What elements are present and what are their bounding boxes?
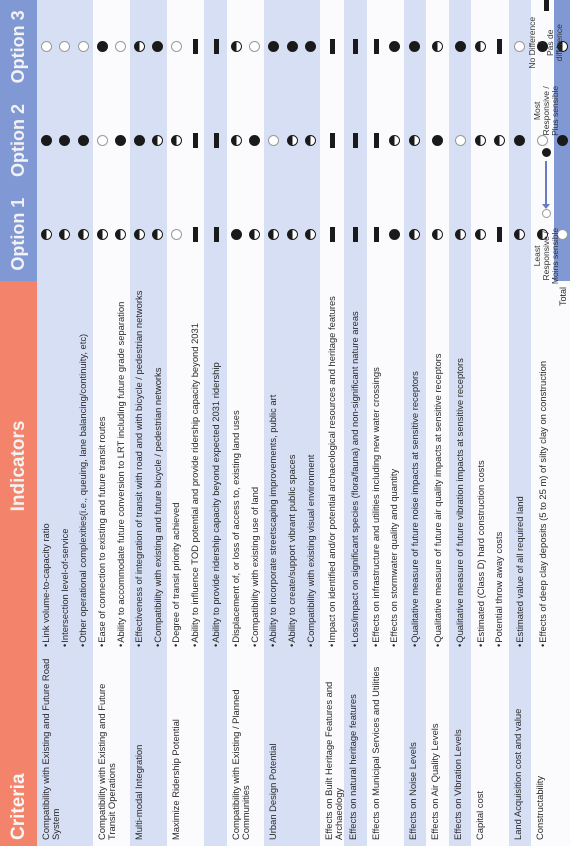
table-row [130,0,149,846]
option-1-rating-cell [56,187,75,281]
option-2-rating-cell [301,94,320,188]
option-2-rating-cell [367,94,386,188]
empty-circle-icon [59,41,70,52]
legend-most-label: Most Responsive / Plus sensible [531,85,560,136]
option-1-rating-cell [204,187,227,281]
no-difference-bar-icon [214,39,219,54]
option-1-rating-cell [93,187,112,281]
full-circle-icon [455,41,466,52]
option-2-rating-cell [283,94,302,188]
option-1-rating-cell [471,187,490,281]
half-circle-icon [268,229,279,240]
option-1-rating-cell [385,187,404,281]
half-circle-icon [97,229,108,240]
indicator-cell: • Qualitative measure of future noise impacts at sensitive receptors [404,281,427,651]
no-difference-bar-icon [497,227,502,242]
empty-circle-icon [268,135,279,146]
legend-least-label: Least Responsive / Moins sensible [531,227,560,285]
option-3-rating-cell [227,0,246,94]
option-1-rating-cell [301,187,320,281]
indicator-cell: • Link volume-to-capacity ratio [37,281,56,651]
empty-circle-icon [97,135,108,146]
no-difference-bar-icon [214,227,219,242]
option-1-rating-cell [344,187,367,281]
half-circle-icon [432,229,443,240]
legend-no-difference [528,0,564,70]
option-3-rating-cell [37,0,56,94]
option-2-rating-cell [204,94,227,188]
option-3-rating-cell [449,0,472,94]
legend-full-circle-icon [542,148,551,157]
indicator-cell: • Effects on stormwater quality and quantity [385,281,404,651]
option-2-rating-cell [130,94,149,188]
option-1-rating-cell [320,187,344,281]
indicator-cell: • Ease of connection to existing and future transit routes [93,281,112,651]
option-2-rating-cell [404,94,427,188]
option-1-rating-cell [490,187,509,281]
no-difference-bar-icon [193,133,198,148]
option-3-rating-cell [56,0,75,94]
full-circle-icon [287,41,298,52]
option-2-rating-cell [111,94,130,188]
empty-circle-icon [78,41,89,52]
criteria-cell: Effects on Noise Levels [404,651,427,846]
option-3-rating-cell [264,0,283,94]
no-difference-bar-icon [330,227,335,242]
table-body [37,0,570,846]
option-2-rating-cell [320,94,344,188]
criteria-cell: Effects on Vibration Levels [449,651,472,846]
no-difference-bar-icon [497,39,502,54]
criteria-cell: Effects on Built Heritage Features and Archaeology [320,651,344,846]
full-circle-icon [152,41,163,52]
indicator-cell: • Ability to influence TOD potential and provide ridership capacity beyond 2031 [186,281,205,651]
option-2-rating-cell [186,94,205,188]
half-circle-icon [389,135,400,146]
indicator-cell: • Estimated (Class D) hard construction costs [471,281,490,651]
half-circle-icon [41,229,52,240]
option-2-rating-cell [56,94,75,188]
criteria-cell: Compatibility with Existing and Future Transit Operations [93,651,130,846]
indicator-cell: • Effectiveness of integration of transit with road and with bicycle / pedestrian networks [130,281,149,651]
option-3-rating-cell [320,0,344,94]
indicator-cell: • Compatibility with existing visual environment [301,281,320,651]
half-circle-icon [409,135,420,146]
option-1-rating-cell [264,187,283,281]
table-row [167,0,186,846]
half-circle-icon [249,229,260,240]
option-1-rating-cell [74,187,93,281]
no-difference-bar-icon [374,39,379,54]
option-3-rating-cell [344,0,367,94]
indicator-cell: • Other operational complexities(i.e., queuing, lane balancing/continuity, etc) [74,281,93,651]
indicator-cell: • Potential throw away costs [490,281,509,651]
option-1-rating-cell [246,187,265,281]
option-3-rating-cell [149,0,168,94]
legend-scale [542,148,551,218]
criteria-cell: Maximize Ridership Potential [167,651,204,846]
table-row [426,0,449,846]
half-circle-icon [432,41,443,52]
option-2-rating-cell [264,94,283,188]
full-circle-icon [249,135,260,146]
half-circle-icon [409,229,420,240]
half-circle-icon [134,229,145,240]
no-difference-bar-icon [374,133,379,148]
indicator-cell: • Estimated value of all required land [509,281,532,651]
option-2-rating-cell [74,94,93,188]
legend-bar-icon [544,0,549,11]
criteria-cell: Land Acquisition cost and value [509,651,532,846]
option-1-header: Option 1 [0,187,37,281]
option-1-rating-cell [111,187,130,281]
no-difference-bar-icon [353,227,358,242]
no-difference-bar-icon [214,133,219,148]
option-2-rating-cell [471,94,490,188]
option-3-rating-cell [404,0,427,94]
option-1-rating-cell [426,187,449,281]
half-circle-icon [514,229,525,240]
half-circle-icon [171,135,182,146]
option-3-rating-cell [74,0,93,94]
full-circle-icon [514,135,525,146]
indicator-cell: • Effects of deep clay deposits (5 to 25 m) of silty clay on construction [531,281,554,651]
empty-circle-icon [514,41,525,52]
option-1-rating-cell [167,187,186,281]
half-circle-icon [494,135,505,146]
no-difference-bar-icon [353,39,358,54]
option-2-rating-cell [344,94,367,188]
empty-circle-icon [41,41,52,52]
full-circle-icon [97,41,108,52]
option-3-rating-cell [385,0,404,94]
half-circle-icon [231,135,242,146]
option-3-rating-cell [186,0,205,94]
half-circle-icon [152,229,163,240]
empty-circle-icon [171,229,182,240]
full-circle-icon [409,41,420,52]
table-row [404,0,427,846]
option-1-rating-cell [130,187,149,281]
half-circle-icon [287,229,298,240]
table-row [320,0,344,846]
option-2-rating-cell [426,94,449,188]
table-row [449,0,472,846]
option-3-header: Option 3 [0,0,37,94]
full-circle-icon [389,41,400,52]
option-3-rating-cell [301,0,320,94]
option-2-rating-cell [449,94,472,188]
indicator-cell: • Displacement of, or loss of access to, existing land uses [227,281,246,651]
indicator-cell: • Impact on identified and/or potential archaeological resources and heritage features [320,281,344,651]
half-circle-icon [152,135,163,146]
option-1-rating-cell [449,187,472,281]
half-circle-icon [59,229,70,240]
option-1-rating-cell [227,187,246,281]
option-3-rating-cell [246,0,265,94]
option-3-rating-cell [471,0,490,94]
indicator-cell: • Effects on infrastructure and utilities including new water crossings [367,281,386,651]
legend-empty-circle-icon [542,209,551,218]
no-difference-bar-icon [330,133,335,148]
table-row [227,0,246,846]
option-2-rating-cell [385,94,404,188]
half-circle-icon [78,229,89,240]
option-1-rating-cell [149,187,168,281]
indicator-cell: • Ability to create/support vibrant public spaces [283,281,302,651]
half-circle-icon [134,41,145,52]
option-2-rating-cell [246,94,265,188]
criteria-cell: Effects on Air Quality Levels [426,651,449,846]
table-row [93,0,112,846]
half-circle-icon [231,41,242,52]
full-circle-icon [59,135,70,146]
indicator-cell: • Degree of transit priority achieved [167,281,186,651]
option-1-rating-cell [404,187,427,281]
no-difference-bar-icon [193,39,198,54]
full-circle-icon [78,135,89,146]
empty-circle-icon [455,135,466,146]
option-2-rating-cell [149,94,168,188]
half-circle-icon [475,135,486,146]
option-1-rating-cell [186,187,205,281]
option-3-rating-cell [283,0,302,94]
total-label: Total [554,281,570,846]
option-3-rating-cell [167,0,186,94]
option-2-header: Option 2 [0,94,37,188]
criteria-cell: Urban Design Potential [264,651,320,846]
criteria-header: Criteria [0,651,37,846]
option-3-rating-cell [130,0,149,94]
no-difference-bar-icon [193,227,198,242]
indicator-cell: • Qualitative measure of future air quality impacts at sensitive receptors [426,281,449,651]
criteria-cell: Constructability [531,651,554,846]
criteria-cell: Compatibility with Existing / Planned Communities [227,651,264,846]
indicator-cell: • Qualitative measure of future vibration impacts at sensitive receptors [449,281,472,651]
option-1-rating-cell [283,187,302,281]
half-circle-icon [475,41,486,52]
option-2-rating-cell [167,94,186,188]
criteria-cell: Effects on natural heritage features [344,651,367,846]
criteria-cell: Multi-modal Integration [130,651,167,846]
indicator-cell: • Loss/impact on significant species (flora/fauna) and non-significant nature areas [344,281,367,651]
empty-circle-icon [171,41,182,52]
half-circle-icon [305,229,316,240]
half-circle-icon [287,135,298,146]
table-header-row [0,0,37,846]
legend-nodiff-label: No Difference / Pas de différence [527,16,564,69]
option-2-rating-cell [490,94,509,188]
half-circle-icon [455,229,466,240]
criteria-cell [204,651,227,846]
half-circle-icon [305,135,316,146]
table-row [204,0,227,846]
half-circle-icon [475,229,486,240]
table-row [344,0,367,846]
full-circle-icon [305,41,316,52]
table-row [367,0,386,846]
option-3-rating-cell [204,0,227,94]
option-3-rating-cell [367,0,386,94]
full-circle-icon [134,135,145,146]
rating-legend [528,0,564,286]
full-circle-icon [432,135,443,146]
no-difference-bar-icon [374,227,379,242]
option-2-rating-cell [227,94,246,188]
criteria-cell: Compatibility with Existing and Future Road System [37,651,93,846]
option-3-rating-cell [111,0,130,94]
indicator-cell: • Ability to incorporate streetscaping improvements, public art [264,281,283,651]
indicators-header: Indicators [0,281,37,651]
full-circle-icon [115,135,126,146]
option-2-rating-cell [93,94,112,188]
full-circle-icon [268,41,279,52]
indicator-cell: • Compatibility with existing and future bicycle / pedestrian networks [149,281,168,651]
legend-arrow-icon [545,161,547,205]
indicator-cell: • Ability to accommodate future conversion to LRT including future grade separation [111,281,130,651]
option-3-rating-cell [93,0,112,94]
empty-circle-icon [249,41,260,52]
option-2-rating-cell [37,94,56,188]
full-circle-icon [41,135,52,146]
no-difference-bar-icon [330,39,335,54]
criteria-cell: Capital cost [471,651,508,846]
indicator-cell: • Compatibility with existing use of land [246,281,265,651]
full-circle-icon [231,229,242,240]
table-row [37,0,56,846]
half-circle-icon [115,229,126,240]
option-3-rating-cell [490,0,509,94]
criteria-cell: Effects on Municipal Services and Utilities [367,651,404,846]
empty-circle-icon [115,41,126,52]
option-1-rating-cell [37,187,56,281]
indicator-cell: • Intersection level-of-service [56,281,75,651]
table-row [264,0,283,846]
full-circle-icon [389,229,400,240]
no-difference-bar-icon [353,133,358,148]
option-1-rating-cell [367,187,386,281]
option-3-rating-cell [426,0,449,94]
indicator-cell: • Ability to provide ridership capacity beyond expected 2031 ridership [204,281,227,651]
table-row [471,0,490,846]
